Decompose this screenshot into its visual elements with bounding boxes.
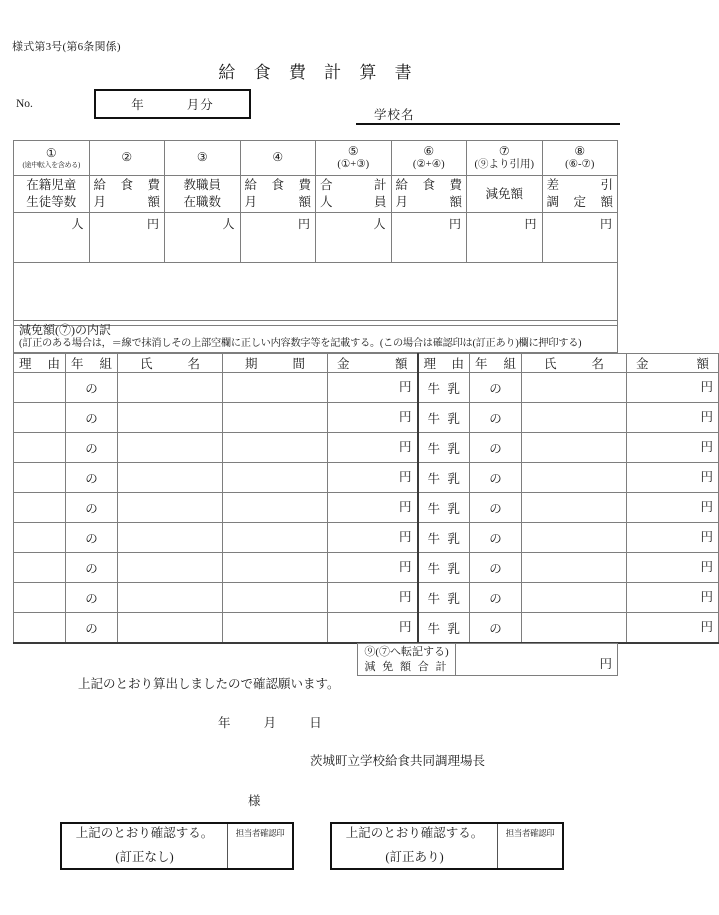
milk-label: 牛 乳 [427, 621, 460, 636]
sama-honorific: 様 [248, 794, 261, 808]
summary-col-2-unit: 円 [89, 213, 165, 234]
detail-header-row [14, 354, 719, 373]
milk-label: 牛 乳 [427, 441, 460, 456]
summary-col-6-number [391, 141, 467, 176]
cell-reason-right[interactable] [418, 403, 470, 433]
summary-col-4-unit: 円 [240, 213, 316, 234]
summary-entry-3[interactable] [165, 233, 241, 263]
grade-marker: の [85, 381, 98, 396]
period-month-label: 月分 [186, 98, 214, 112]
cell-reason-right[interactable] [418, 433, 470, 463]
summary-col-7-number [467, 141, 543, 176]
cell-amount-right[interactable] [627, 433, 719, 463]
circled-5: ⑤ [347, 144, 359, 159]
cell-grade-right[interactable] [470, 463, 522, 493]
summary-col-1-number [14, 141, 90, 176]
summary-entry-1[interactable] [14, 233, 90, 263]
cell-name-right[interactable] [522, 583, 627, 613]
cell-name-right[interactable] [522, 373, 627, 403]
summary-col-6-unit: 円 [391, 213, 467, 234]
recipient-name: 茨城町立学校給食共同調理場長 [310, 754, 486, 768]
cell-grade-right[interactable] [470, 553, 522, 583]
summary-col-5-formula: (①+③) [337, 158, 370, 170]
table-row [14, 373, 719, 403]
table-row [14, 463, 719, 493]
cell-grade-right[interactable] [470, 403, 522, 433]
yen-unit: 円 [398, 409, 412, 424]
milk-label: 牛 乳 [427, 411, 460, 426]
grade-marker: の [85, 561, 98, 576]
cell-amount-right[interactable] [627, 403, 719, 433]
yen-unit: 円 [398, 379, 412, 394]
cell-grade-right[interactable] [470, 493, 522, 523]
table-row [14, 403, 719, 433]
cell-period-left[interactable] [223, 463, 328, 493]
reduction-title: 減免額(⑦)の内訳 [19, 323, 111, 337]
summary-unit-row [14, 213, 618, 234]
cell-name-left[interactable] [118, 373, 223, 403]
cell-grade-left[interactable] [66, 433, 118, 463]
confirm-box-with-correction[interactable] [330, 822, 564, 870]
summary-free-area[interactable] [14, 263, 618, 326]
confirm-left-text: 上記のとおり確認する。 (訂正なし) [62, 824, 228, 868]
yen-unit: 円 [398, 439, 412, 454]
summary-col-5-label: 合 計 人 員 [316, 176, 392, 213]
yen-unit: 円 [398, 619, 412, 634]
table-row [14, 493, 719, 523]
cell-grade-right[interactable] [470, 523, 522, 553]
summary-col-7-unit: 円 [467, 213, 543, 234]
header-grade-right: 年 組 [470, 354, 522, 373]
confirm-right-text: 上記のとおり確認する。 (訂正あり) [332, 824, 498, 868]
cell-reason-left[interactable] [14, 583, 66, 613]
confirm-left-seal-area[interactable]: 担当者確認印 [235, 828, 285, 838]
summary-col-4-label: 給 食 費 月 額 [240, 176, 316, 213]
summary-col-2-number [89, 141, 165, 176]
cell-name-right[interactable] [522, 433, 627, 463]
circled-1: ① [45, 145, 57, 160]
total-title: 減 免 額 合 計 [364, 660, 449, 673]
total-transfer-note: ⑨(⑦へ転記する) [364, 646, 449, 658]
yen-unit: 円 [700, 469, 713, 484]
cell-grade-left[interactable] [66, 493, 118, 523]
yen-unit: 円 [700, 409, 713, 424]
reduction-detail-table [13, 353, 719, 644]
cell-amount-left[interactable] [328, 463, 418, 493]
cell-amount-right[interactable] [627, 523, 719, 553]
cell-name-right[interactable] [522, 523, 627, 553]
yen-unit: 円 [398, 589, 412, 604]
cell-reason-left[interactable] [14, 373, 66, 403]
detail-body [14, 373, 719, 644]
no-label: No. [16, 98, 33, 110]
header-reason-right: 理 由 [418, 354, 470, 373]
header-amount-right: 金 額 [627, 354, 719, 373]
cell-name-right[interactable] [522, 463, 627, 493]
cell-grade-right[interactable] [470, 433, 522, 463]
cell-reason-right[interactable] [418, 553, 470, 583]
cell-name-left[interactable] [118, 433, 223, 463]
grade-marker: の [85, 471, 98, 486]
summary-col-1-unit: 人 [14, 213, 90, 234]
confirm-right-seal-area[interactable]: 担当者確認印 [505, 828, 555, 838]
summary-col-6-label: 給 食 費 月 額 [391, 176, 467, 213]
header-amount-left: 金 額 [328, 354, 418, 373]
cell-grade-left[interactable] [66, 463, 118, 493]
circled-8: ⑧ [574, 144, 586, 159]
cell-amount-right[interactable] [627, 373, 719, 403]
cell-reason-left[interactable] [14, 523, 66, 553]
cell-name-left[interactable] [118, 583, 223, 613]
cell-amount-left[interactable] [328, 373, 418, 403]
grade-marker: の [489, 621, 502, 636]
cell-amount-right[interactable] [627, 493, 719, 523]
cell-grade-left[interactable] [66, 523, 118, 553]
cell-reason-right[interactable] [418, 583, 470, 613]
yen-unit: 円 [700, 619, 713, 634]
cell-amount-left[interactable] [328, 583, 418, 613]
cell-grade-left[interactable] [66, 613, 118, 644]
cell-period-left[interactable] [223, 493, 328, 523]
cell-grade-right[interactable] [470, 583, 522, 613]
summary-col-8-label: 差 引 調 定 額 [542, 176, 618, 213]
cell-period-left[interactable] [223, 553, 328, 583]
summary-col-3-number [165, 141, 241, 176]
cell-reason-right[interactable] [418, 523, 470, 553]
summary-number-row [14, 141, 618, 176]
cell-name-left[interactable] [118, 613, 223, 644]
cell-reason-right[interactable] [418, 373, 470, 403]
cell-grade-left[interactable] [66, 403, 118, 433]
summary-col-3-unit: 人 [165, 213, 241, 234]
yen-unit: 円 [398, 469, 412, 484]
cell-grade-right[interactable] [470, 373, 522, 403]
cell-reason-left[interactable] [14, 553, 66, 583]
cell-amount-left[interactable] [328, 523, 418, 553]
date-year-label: 年 [218, 716, 231, 730]
cell-period-left[interactable] [223, 433, 328, 463]
cell-period-left[interactable] [223, 583, 328, 613]
period-year-label: 年 [131, 98, 145, 112]
school-name-label: 学校名 [374, 108, 415, 122]
cell-name-right[interactable] [522, 613, 627, 644]
cell-name-left[interactable] [118, 493, 223, 523]
statement-text: 上記のとおり算出しましたので確認願います。 [78, 677, 340, 691]
table-row [14, 583, 719, 613]
grade-marker: の [85, 591, 98, 606]
grade-marker: の [85, 411, 98, 426]
grade-marker: の [489, 501, 502, 516]
grade-marker: の [489, 441, 502, 456]
yen-unit: 円 [398, 499, 412, 514]
circled-3: ③ [196, 150, 208, 165]
summary-col-8-unit: 円 [542, 213, 618, 234]
date-line[interactable] [218, 713, 322, 731]
milk-label: 牛 乳 [427, 561, 460, 576]
grade-marker: の [489, 411, 502, 426]
grade-marker: の [489, 531, 502, 546]
circled-2: ② [121, 150, 133, 165]
summary-entry-5[interactable] [316, 233, 392, 263]
cell-name-right[interactable] [522, 403, 627, 433]
cell-amount-right[interactable] [627, 613, 719, 644]
summary-notes-row [14, 263, 618, 326]
grade-marker: の [85, 441, 98, 456]
cell-name-right[interactable] [522, 553, 627, 583]
yen-unit: 円 [398, 559, 412, 574]
cell-amount-right[interactable] [627, 463, 719, 493]
yen-unit: 円 [700, 529, 713, 544]
table-row [14, 613, 719, 644]
summary-label-row [14, 176, 618, 213]
grade-marker: の [489, 381, 502, 396]
reduction-total-value[interactable] [456, 644, 617, 675]
cell-reason-left[interactable] [14, 493, 66, 523]
header-grade-left: 年 組 [66, 354, 118, 373]
grade-marker: の [85, 621, 98, 636]
cell-reason-right[interactable] [418, 493, 470, 523]
cell-reason-left[interactable] [14, 463, 66, 493]
table-row [14, 433, 719, 463]
grade-marker: の [489, 561, 502, 576]
cell-reason-right[interactable] [418, 463, 470, 493]
cell-name-left[interactable] [118, 403, 223, 433]
cell-amount-left[interactable] [328, 433, 418, 463]
cell-amount-left[interactable] [328, 613, 418, 644]
circled-7: ⑦ [498, 144, 510, 159]
date-month-label: 月 [263, 716, 277, 730]
yen-unit: 円 [700, 439, 713, 454]
header-reason-left: 理 由 [14, 354, 66, 373]
reduction-header [13, 320, 618, 353]
yen-unit: 円 [700, 559, 713, 574]
cell-grade-left[interactable] [66, 553, 118, 583]
circled-4: ④ [272, 150, 284, 165]
cell-grade-left[interactable] [66, 373, 118, 403]
cell-period-left[interactable] [223, 523, 328, 553]
header-period-left: 期 間 [223, 354, 328, 373]
period-inner [96, 91, 249, 117]
table-row [14, 523, 719, 553]
cell-amount-right[interactable] [627, 583, 719, 613]
cell-amount-left[interactable] [328, 403, 418, 433]
summary-entry-2[interactable] [89, 233, 165, 263]
summary-entry-row [14, 233, 618, 263]
yen-unit: 円 [700, 379, 713, 394]
summary-col-7-label: 減免額 [467, 176, 543, 213]
summary-col-7-formula: (⑨より引用) [474, 158, 534, 170]
summary-col-5-number [316, 141, 392, 176]
yen-unit: 円 [700, 499, 713, 514]
summary-entry-4[interactable] [240, 233, 316, 263]
page-title: 給 食 費 計 算 書 [218, 63, 419, 82]
cell-reason-left[interactable] [14, 403, 66, 433]
summary-col-2-label: 給 食 費 月 額 [89, 176, 165, 213]
milk-label: 牛 乳 [427, 591, 460, 606]
summary-col-1-label: 在籍児童 生徒等数 [14, 176, 90, 213]
summary-entry-6[interactable] [391, 233, 467, 263]
total-unit: 円 [599, 657, 612, 671]
cell-amount-left[interactable] [328, 553, 418, 583]
cell-grade-left[interactable] [66, 583, 118, 613]
summary-entry-8[interactable] [542, 233, 618, 263]
milk-label: 牛 乳 [427, 531, 460, 546]
reduction-total-label [358, 644, 456, 675]
cell-amount-right[interactable] [627, 553, 719, 583]
milk-label: 牛 乳 [427, 471, 460, 486]
summary-entry-7[interactable] [467, 233, 543, 263]
summary-col-4-number [240, 141, 316, 176]
cell-period-left[interactable] [223, 403, 328, 433]
cell-name-left[interactable] [118, 553, 223, 583]
grade-marker: の [85, 501, 98, 516]
date-day-label: 日 [309, 716, 322, 730]
summary-col-6-formula: (②+④) [412, 158, 445, 170]
summary-col-3-label: 教職員 在職数 [165, 176, 241, 213]
summary-col-8-number [542, 141, 618, 176]
header-name-left: 氏 名 [118, 354, 223, 373]
reduction-note: (訂正のある場合は，＝線で抹消しその上部空欄に正しい内容数字等を記載する。(この場合は確認印は(訂正あり)欄に押印する) [19, 338, 582, 349]
milk-label: 牛 乳 [427, 501, 460, 516]
period-input-box[interactable] [94, 89, 251, 119]
school-name-field[interactable] [356, 103, 620, 125]
yen-unit: 円 [398, 529, 412, 544]
summary-table [13, 140, 618, 326]
header-name-right: 氏 名 [522, 354, 627, 373]
milk-label: 牛 乳 [427, 381, 460, 396]
cell-reason-right[interactable] [418, 613, 470, 644]
cell-reason-left[interactable] [14, 433, 66, 463]
summary-col-1-note: (途中転入を含める) [22, 160, 81, 169]
grade-marker: の [489, 471, 502, 486]
cell-amount-left[interactable] [328, 493, 418, 523]
form-code: 様式第3号(第6条関係) [12, 41, 121, 53]
cell-grade-right[interactable] [470, 613, 522, 644]
summary-col-5-unit: 人 [316, 213, 392, 234]
cell-reason-left[interactable] [14, 613, 66, 644]
yen-unit: 円 [700, 589, 713, 604]
summary-col-8-formula: (⑥-⑦) [565, 158, 595, 170]
cell-period-left[interactable] [223, 373, 328, 403]
cell-name-left[interactable] [118, 463, 223, 493]
cell-name-left[interactable] [118, 523, 223, 553]
cell-name-right[interactable] [522, 493, 627, 523]
table-row [14, 553, 719, 583]
circled-6: ⑥ [423, 144, 435, 159]
grade-marker: の [489, 591, 502, 606]
grade-marker: の [85, 531, 98, 546]
confirm-box-no-correction[interactable] [60, 822, 294, 870]
reduction-total-row [357, 643, 618, 676]
cell-period-left[interactable] [223, 613, 328, 644]
